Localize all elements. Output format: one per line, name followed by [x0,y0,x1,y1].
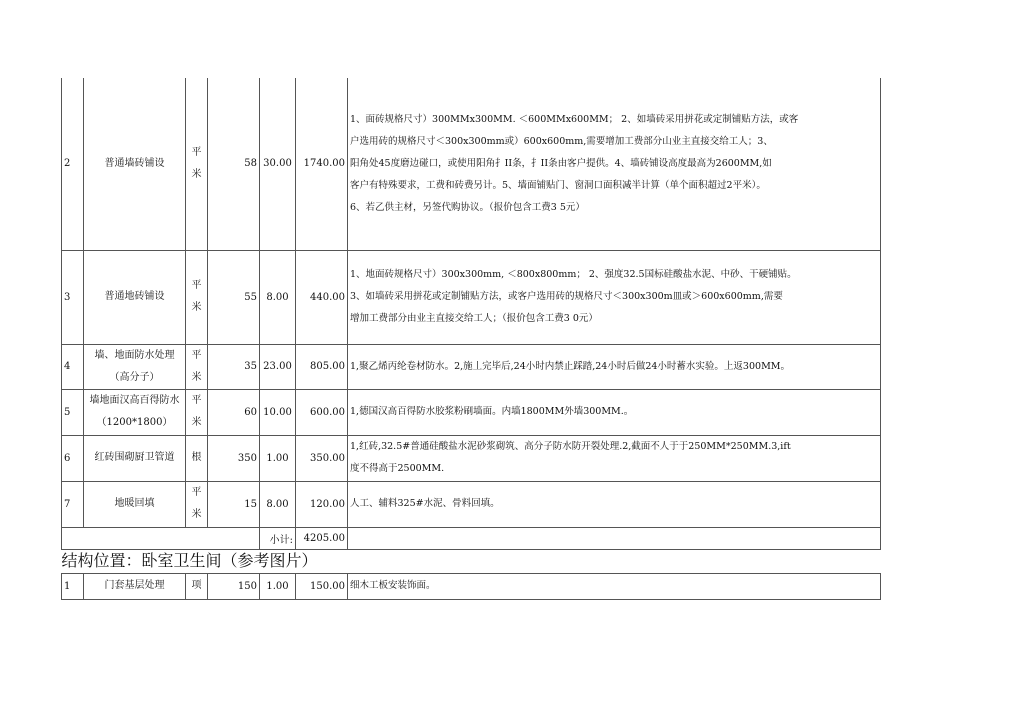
line-total: 805.00 [296,344,348,389]
row-number: 5 [62,389,84,435]
unit: 平米 [186,344,208,389]
description-line: 1、面砖规格尺寸）300MMx300MM. ＜600MMx600MM； 2、如墙砖采用拼花或定制铺贴方法，或客 [350,113,799,125]
item-name: 普通地砖铺设 [84,250,186,344]
quote-table [61,78,881,600]
item-name: 普通墙砖铺设 [84,78,186,250]
description-line: 3、如墙砖采用拼花或定制铺贴方法，或客户选用砖的规格尺寸＜300x300m皿或＞600x600mm,需要 [350,291,783,302]
quantity: 60 [208,389,260,435]
table-row [62,250,881,344]
line-total: 120.00 [296,481,348,527]
table-row [62,344,881,389]
row-number: 3 [62,250,84,344]
subtotal-desc-blank [348,527,881,549]
subtotal-row [62,527,881,549]
subtotal-blank [62,527,260,549]
description-line: 度不得高于2500MM. [350,463,445,474]
line-total: 350.00 [296,435,348,481]
row-number: 2 [62,78,84,250]
subtotal-label: 小计: [260,527,296,549]
section-title: 结构位置：卧室卫生间（参考图片） [62,549,881,573]
description-line: 6、若乙供主材，另签代购协议。（报价包含工费3 5元） [350,201,585,213]
unit: 平米 [186,78,208,250]
description [348,250,881,344]
subtotal-value: 4205.00 [296,527,348,549]
unit-price: 8.00 [260,250,296,344]
item-name: 红砖围砌厨卫管道 [84,435,186,481]
unit-price: 1.00 [260,573,296,599]
description-line: 1,德国汉高百得防水胶浆粉刷墙面。内墙1800MM外墙300MM.。 [350,406,634,417]
unit: 平米 [186,250,208,344]
description-line: 1,红砖,32.5#普通硅酸盐水泥砂浆砌筑、高分子防水防开裂处理.2,截面不人于于250MM*250MM.3,ift [350,441,791,452]
description-line: 增加工费部分由业主直接交给工人；（报价包含工费3 0元） [350,313,598,324]
table-row [62,435,881,481]
unit-price: 1.00 [260,435,296,481]
description [348,435,881,481]
line-total: 440.00 [296,250,348,344]
item-name: 墙、地面防水处理（高分子） [84,344,186,389]
item-name: 墙地面汉高百得防水（1200*1800） [84,389,186,435]
quote-table-body [62,78,881,599]
description-line: 人工、辅料325#水泥、骨料回填。 [350,498,500,509]
row-number: 6 [62,435,84,481]
unit: 平米 [186,481,208,527]
line-total: 600.00 [296,389,348,435]
line-total: 150.00 [296,573,348,599]
description-line: 1,聚乙烯丙纶卷材防水。2,施丄完毕后,24小时内禁止踩踏,24小时后做24小时蓄水实验。上返300MM。 [350,360,791,372]
description-line: 阳角处45度磨边碰口，或使用阳角扌II条，扌II条由客户提供。4、墙砖铺设高度最高为2600MM,如 [350,157,772,169]
item-name: 地暖回填 [84,481,186,527]
line-total: 1740.00 [296,78,348,250]
description [348,344,881,389]
unit-price: 23.00 [260,344,296,389]
quantity: 150 [208,573,260,599]
description [348,78,881,250]
table-row [62,78,881,250]
description [348,481,881,527]
quantity: 35 [208,344,260,389]
item-name: 门套基层处理 [84,573,186,599]
quantity: 58 [208,78,260,250]
quantity: 15 [208,481,260,527]
quantity: 55 [208,250,260,344]
row-number: 4 [62,344,84,389]
unit: 项 [186,573,208,599]
description [348,389,881,435]
section-heading-row [62,549,881,573]
description-line: 户选用砖的规格尺寸＜300x300mm或）600x600mm,需要增加工费部分山业主直接交给工人；3、 [350,135,773,147]
quantity: 350 [208,435,260,481]
unit-price: 10.00 [260,389,296,435]
unit: 根 [186,435,208,481]
row-number: 1 [62,573,84,599]
description [348,573,881,599]
description-line: 客户有特殊要求，工费和砖费另计。5、墙面铺贴门、窗洞口面积减半计算（单个面积超过2平米）。 [350,179,766,191]
table-row [62,389,881,435]
table-row [62,573,881,599]
unit: 平米 [186,389,208,435]
unit-price: 30.00 [260,78,296,250]
row-number: 7 [62,481,84,527]
description-line: 1、地面砖规格尺寸）300x300mm, ＜800x800mm； 2、强度32.5国标硅酸盐水泥、中砂、干硬铺贴。 [350,269,797,280]
description-line: 细木工板安装饰面。 [350,580,436,591]
table-row [62,481,881,527]
unit-price: 8.00 [260,481,296,527]
